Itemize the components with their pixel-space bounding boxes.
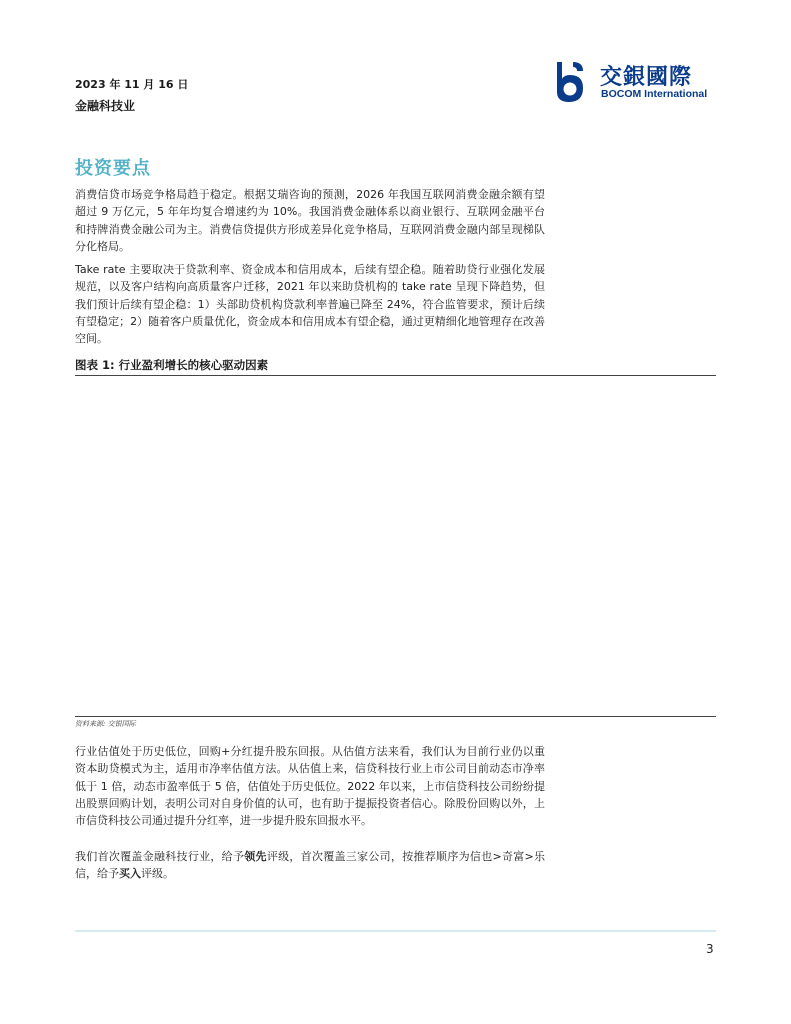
industry-rating: 领先 [244, 850, 267, 863]
page-number: 3 [706, 942, 714, 956]
report-date: 2023 年 11 月 16 日 [75, 78, 189, 91]
section-title: 投资要点 [75, 158, 151, 179]
rating-text-pre: 我们首次覆盖金融科技行业，给予 [75, 850, 245, 863]
rating-text-mid: 评级，首次覆盖三家公司，按推荐顺序为信也>奇富>乐信，给予 [75, 850, 546, 881]
rating-text-post: 评级。 [141, 867, 174, 881]
paragraph-valuation: 行业估值处于历史低位，回购+分红提升股东回报。从估值方法来看，我们认为目前行业仍以重资本助贷模式为主，适用市净率估值方法。从估值上来，信贷科技行业上市公司目前动态市净率低于 1 倍，动态市盈率低于 5 倍，估值处于历史低位。2022 年以来，上市信贷科技公司纷纷提出股票回购计划，表明公司对自身价值的认可，也有助于提振投资者信心。除股份回购以外，上市信贷科技公司通过提升分红率，进一步提升股东回报水平。 [75, 745, 545, 828]
paragraph-market-competition: 消费信贷市场竞争格局趋于稳定。根据艾瑞咨询的预测，2026 年我国互联网消费金融余额有望超过 9 万亿元，5 年年均复合增速约为 10%。我国消费金融体系以商业银行、互联网金融平台和持牌消费金融公司为主。消费信贷提供方形成差异化竞争格局，互联网消费金融内部呈现梯队分化格局。 [75, 188, 545, 253]
footer-divider [75, 930, 716, 932]
figure-bottom-rule [75, 716, 716, 717]
paragraph-take-rate: Take rate 主要取决于贷款利率、资金成本和信用成本，后续有望企稳。随着助贷行业强化发展规范，以及客户结构向高质量客户迁移，2021 年以来助贷机构的 take rate 呈现下降趋势，但我们预计后续有望企稳：1）头部助贷机构贷款利率普遍已降至 24%，符合监管要求，预计后续有望稳定；2）随着客户质量优化，资金成本和信用成本有望企稳，通过更精细化地管理存在改善空间。 [75, 263, 545, 346]
figure-source: 资料来源: 交银国际 [75, 720, 136, 728]
figure-title: 图表 1: 行业盈利增长的核心驱动因素 [75, 358, 269, 372]
paragraph-rating [75, 848, 545, 883]
logo-chinese-text: 交銀國際 [600, 65, 693, 90]
stock-rating: 买入 [119, 867, 141, 881]
sector-name: 金融科技业 [75, 99, 136, 113]
figure-area [75, 377, 716, 715]
company-logo [553, 58, 718, 104]
logo-english-text: BOCOM International [601, 88, 708, 100]
figure-top-rule [75, 375, 716, 376]
bocom-logo-icon [553, 58, 597, 104]
